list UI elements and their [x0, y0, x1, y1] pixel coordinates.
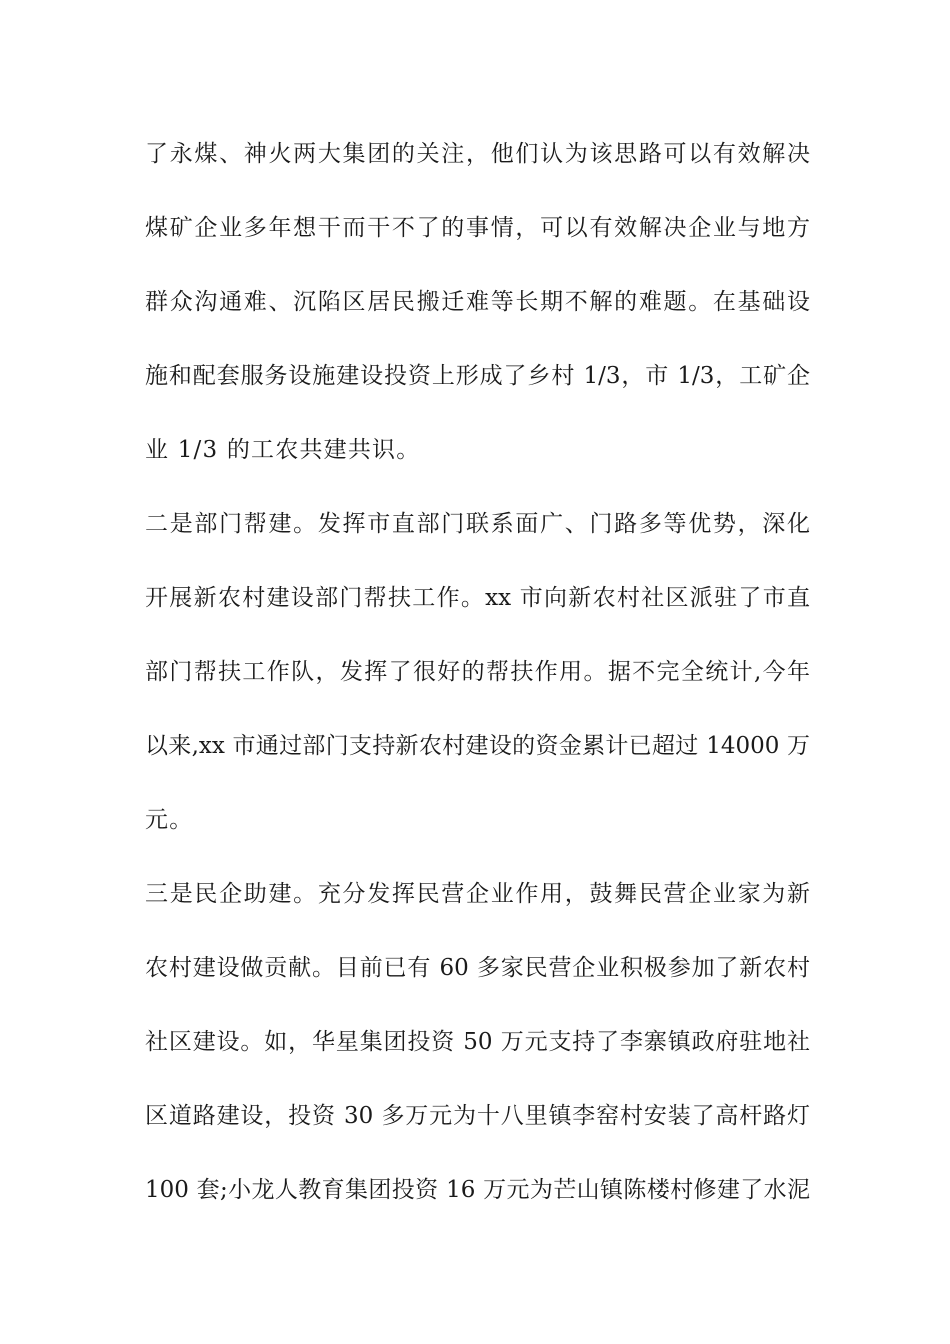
text-line: 施和配套服务设施建设投资上形成了乡村 1/3，市 1/3，工矿企	[145, 363, 810, 389]
text-line: 元。	[145, 807, 194, 833]
text-line: 了永煤、神火两大集团的关注，他们认为该思路可以有效解决	[145, 141, 810, 167]
text-line: 以来,xx 市通过部门支持新农村建设的资金累计已超过 14000 万	[145, 733, 810, 759]
text-line: 农村建设做贡献。目前已有 60 多家民营企业积极参加了新农村	[145, 955, 810, 981]
text-line: 部门帮扶工作队，发挥了很好的帮扶作用。据不完全统计,今年	[145, 659, 810, 685]
text-line: 业 1/3 的工农共建共识。	[145, 437, 421, 463]
text-line: 群众沟通难、沉陷区居民搬迁难等长期不解的难题。在基础设	[145, 289, 810, 315]
text-line: 二是部门帮建。发挥市直部门联系面广、门路多等优势，深化	[145, 511, 810, 537]
text-line: 社区建设。如，华星集团投资 50 万元支持了李寨镇政府驻地社	[145, 1029, 810, 1055]
text-line: 开展新农村建设部门帮扶工作。xx 市向新农村社区派驻了市直	[145, 585, 810, 611]
text-line: 区道路建设，投资 30 多万元为十八里镇李窑村安装了高杆路灯	[145, 1103, 810, 1129]
text-line: 煤矿企业多年想干而干不了的事情，可以有效解决企业与地方	[145, 215, 810, 241]
text-line: 三是民企助建。充分发挥民营企业作用，鼓舞民营企业家为新	[145, 881, 810, 907]
body-text	[145, 134, 810, 1244]
text-line: 100 套;小龙人教育集团投资 16 万元为芒山镇陈楼村修建了水泥	[145, 1177, 810, 1203]
